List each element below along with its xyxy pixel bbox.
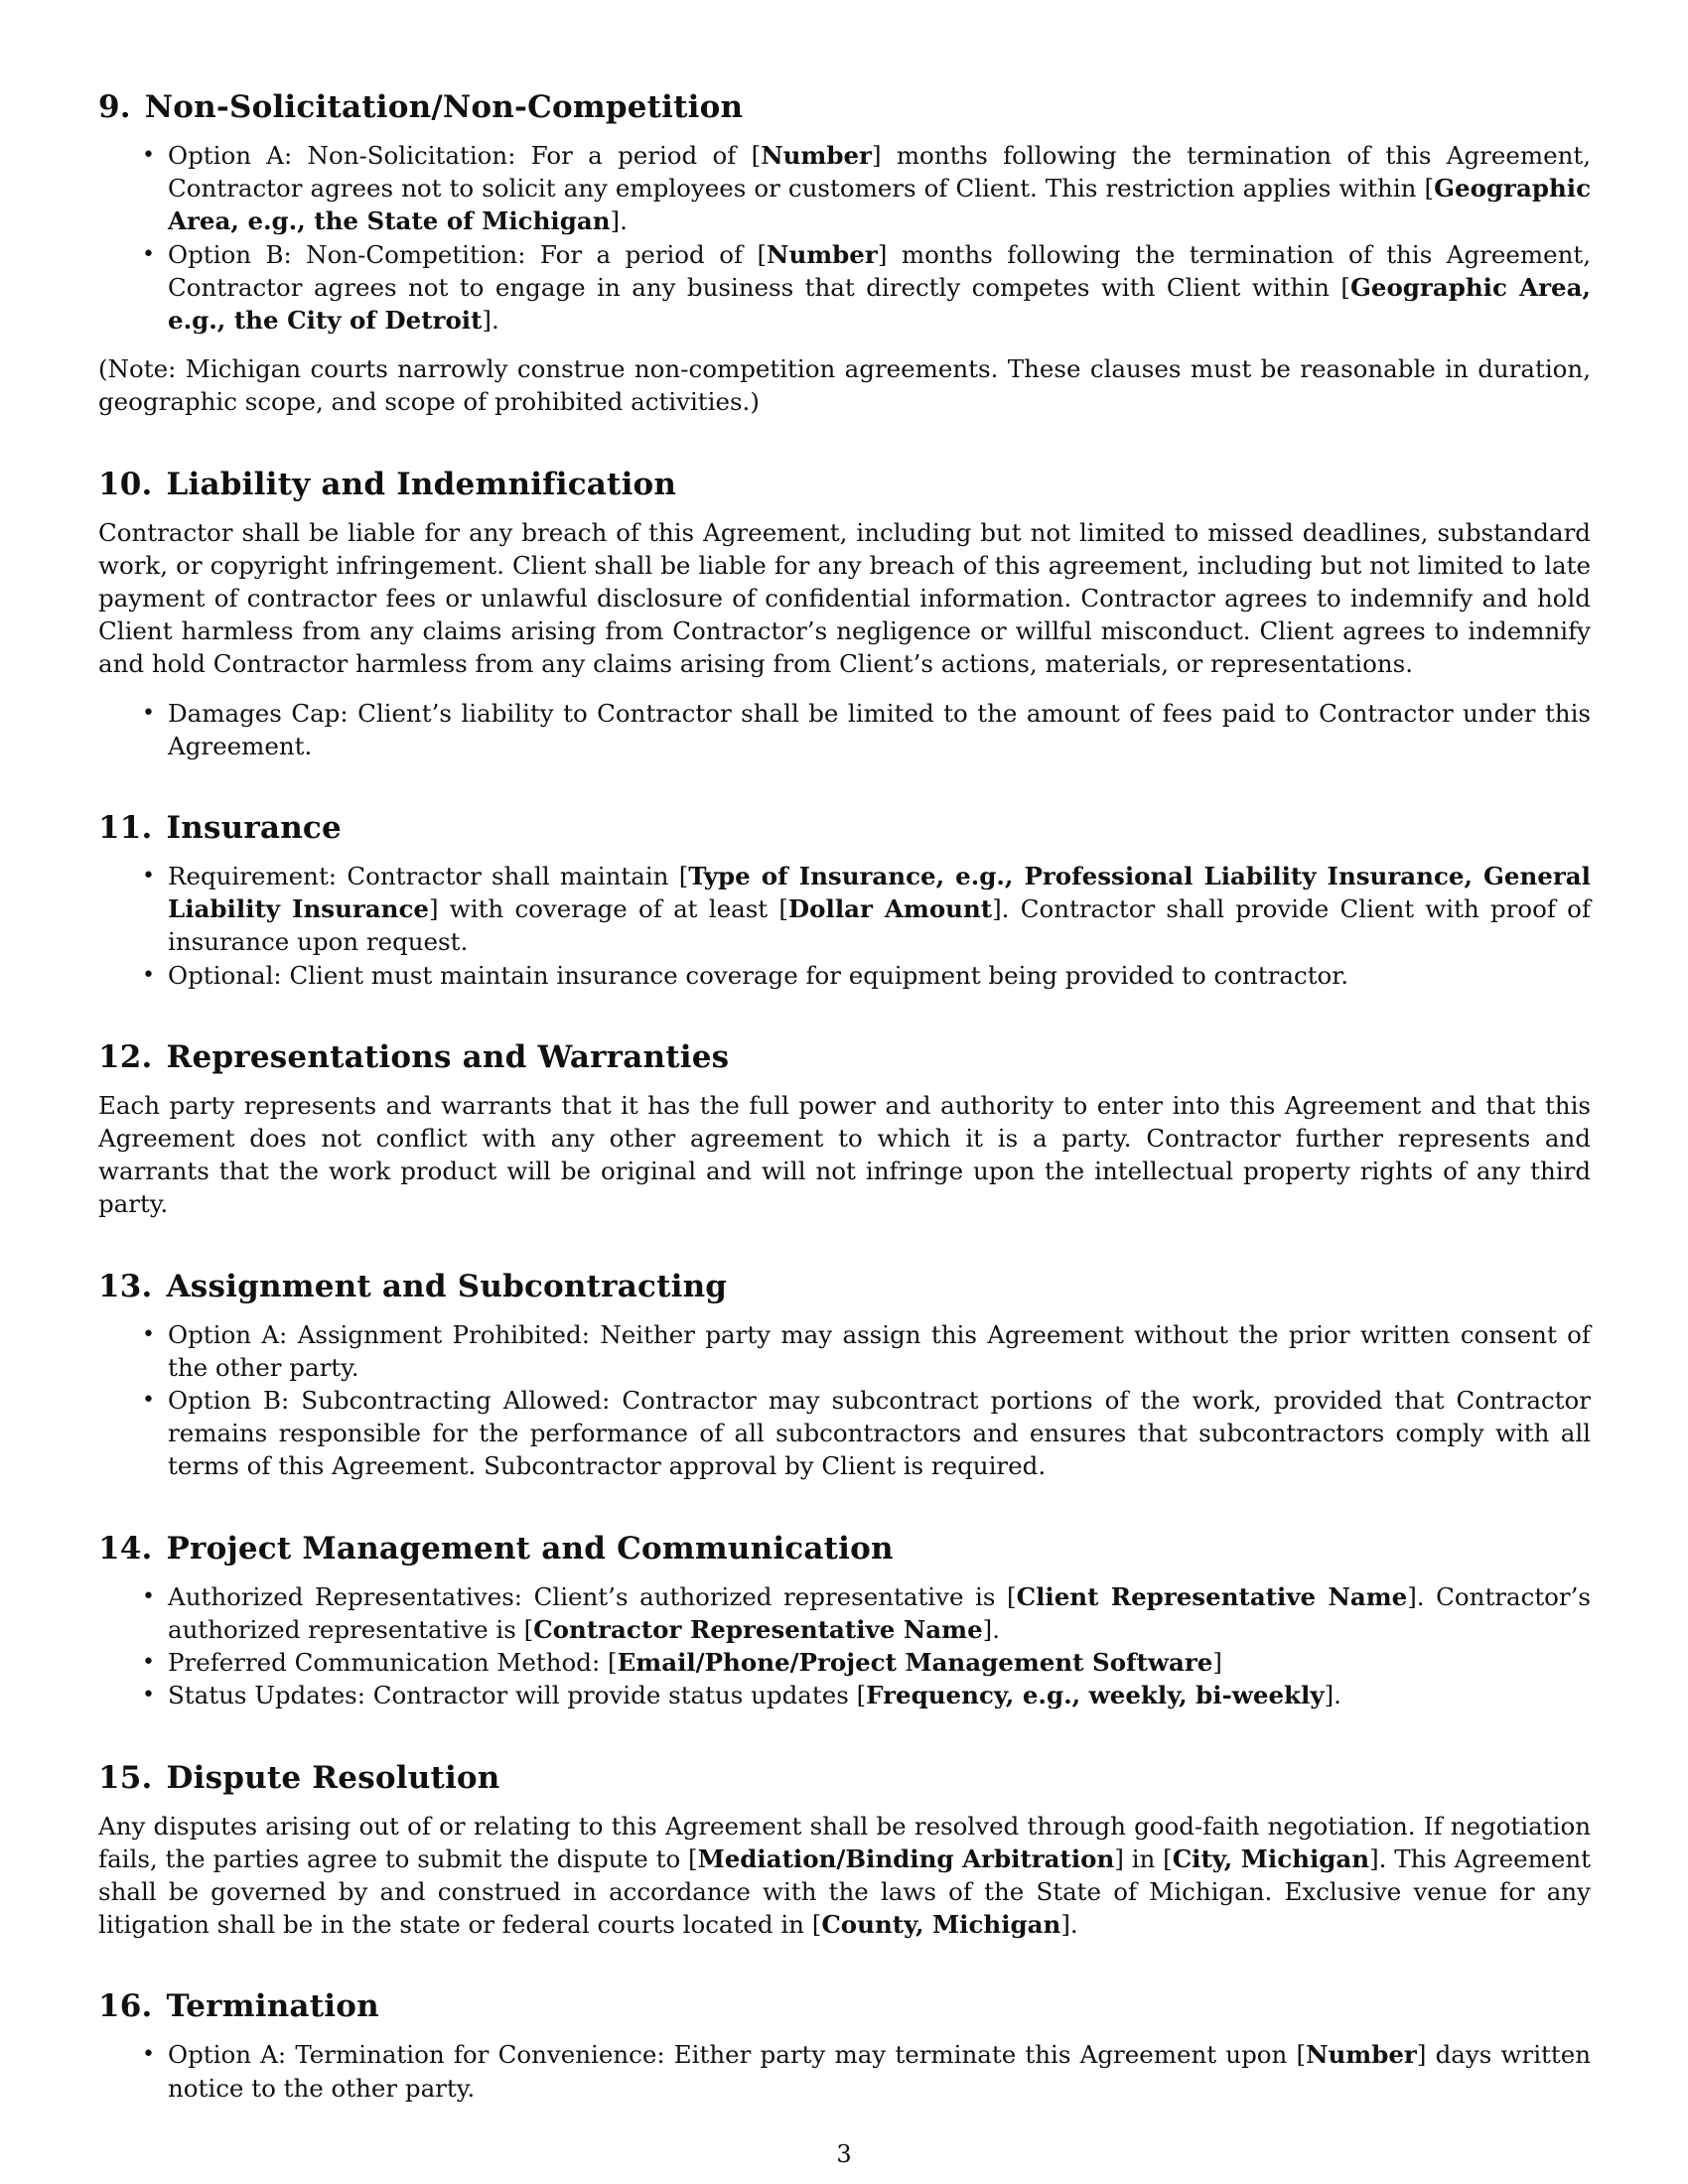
list-item-communication: [168, 1646, 1591, 1679]
bullet-list: [98, 1580, 1591, 1712]
section-heading: [98, 465, 1591, 504]
placeholder-field: Mediation/Binding Arbitration: [697, 1843, 1115, 1873]
section-title: Liability and Indemnification: [166, 466, 677, 502]
section-title: Assignment and Subcontracting: [166, 1268, 728, 1304]
placeholder-field: Number: [761, 141, 872, 170]
placeholder-field: Contractor Representative Name: [533, 1614, 983, 1644]
section-title: Termination: [166, 1988, 379, 2025]
section-heading: [98, 87, 1591, 127]
list-item-option-a: [168, 139, 1591, 238]
section-10: [98, 465, 1591, 762]
section-number: 14.: [98, 1530, 153, 1567]
body-paragraph: Contractor shall be liable for any breach of this Agreement, including but not limited to missed deadlines, substandard work, or copyright infringement. Client shall be liable for any breach of this agreement, including but not limited to late payment of contractor fees or unlawful disclosure of confidential information. Contractor agrees to indemnify and hold Client harmless from any claims arising from Contractor’s negligence or willful misconduct. Client agrees to indemnify and hold Contractor harmless from any claims arising from Client’s actions, materials, or representations.: [98, 517, 1591, 679]
placeholder-field: Frequency, e.g., weekly, bi-weekly: [866, 1681, 1325, 1710]
list-item-option-b: • Option B: Subcontracting Allowed: Contractor may subcontract portions of the work, provided that Contractor remains responsible for the performance of all subcontractors and ensures that subcontractors comply with all terms of this Agreement. Subcontractor approval by Client is required.: [168, 1384, 1591, 1483]
placeholder-field: Email/Phone/Project Management Software: [617, 1648, 1213, 1678]
section-15: [98, 1758, 1591, 1942]
text: ] months following the termination of this Agreement, Contractor agrees not to solicit any employees or customers of Client. This restriction applies within [: [168, 141, 1591, 204]
list-item-status-updates: [168, 1679, 1591, 1711]
body-paragraph: [98, 1810, 1591, 1942]
section-title: Non-Solicitation/Non-Competition: [144, 89, 744, 125]
section-16: [98, 1986, 1591, 2104]
text: Any disputes arising out of or relating to this Agreement shall be resolved through good-faith negotiation. If negotiation fails, the parties agree to submit the dispute to [: [98, 1811, 1591, 1873]
text: ] in [: [1114, 1843, 1173, 1873]
section-heading: [98, 808, 1591, 848]
section-heading: [98, 1037, 1591, 1077]
placeholder-field: Number: [1306, 2040, 1417, 2070]
text: ].: [982, 1614, 1001, 1644]
text: ]. Contractor’s authorized representative is [: [168, 1581, 1591, 1644]
section-heading: [98, 1758, 1591, 1798]
text: ] days written notice to the other party.: [168, 2040, 1591, 2103]
text: Status Updates: Contractor will provide status updates [: [168, 1681, 867, 1710]
text: ]. Contractor shall provide Client with proof of insurance upon request.: [168, 894, 1591, 957]
text: ].: [1060, 1910, 1078, 1940]
section-14: [98, 1529, 1591, 1712]
text: ].: [482, 306, 499, 336]
section-title: Dispute Resolution: [166, 1759, 500, 1796]
text: ]: [1212, 1648, 1222, 1678]
text: ]. This Agreement shall be governed by and construed in accordance with the laws of the State of Michigan. Exclusive venue for any litigation shall be in the state or federal courts located in [: [98, 1843, 1592, 1940]
list-item-option-a: [168, 2038, 1591, 2104]
list-item-representatives: [168, 1580, 1591, 1646]
section-number: 15.: [98, 1759, 153, 1796]
placeholder-field: Geographic Area, e.g., the City of Detroit: [168, 272, 1592, 336]
section-9: [98, 87, 1591, 419]
list-item-optional: • Optional: Client must maintain insurance coverage for equipment being provided to contractor.: [168, 959, 1591, 992]
section-13: [98, 1267, 1591, 1483]
text: ].: [610, 206, 628, 236]
text: Authorized Representatives: Client’s authorized representative is [: [168, 1581, 1017, 1611]
section-number: 12.: [98, 1038, 153, 1075]
section-title: Insurance: [166, 810, 342, 847]
list-item: • Damages Cap: Client’s liability to Contractor shall be limited to the amount of fees paid to Contractor under this Agreement.: [168, 697, 1591, 762]
option-list: [98, 139, 1591, 337]
text: Option B: Non-Competition: For a period of [: [168, 239, 768, 269]
placeholder-field: County, Michigan: [821, 1910, 1061, 1940]
bullet-list: [98, 697, 1591, 762]
text: ] with coverage of at least [: [428, 894, 788, 924]
bullet-list: [98, 860, 1591, 992]
list-item-option-b: [168, 238, 1591, 338]
text: Preferred Communication Method: [: [168, 1648, 618, 1678]
placeholder-field: Dollar Amount: [787, 894, 993, 924]
list-item-requirement: [168, 860, 1591, 959]
page-number: 3: [836, 2140, 852, 2168]
placeholder-field: City, Michigan: [1172, 1843, 1370, 1873]
option-list: [98, 2038, 1591, 2104]
section-heading: [98, 1986, 1591, 2026]
section-heading: [98, 1529, 1591, 1569]
placeholder-field: Client Representative Name: [1016, 1581, 1408, 1611]
placeholder-field: Type of Insurance, e.g., Professional Liability Insurance, General Liability Insurance: [168, 862, 1591, 924]
section-number: 13.: [98, 1268, 153, 1304]
placeholder-field: Geographic Area, e.g., the State of Michigan: [168, 174, 1591, 236]
placeholder-field: Number: [767, 239, 878, 269]
text: Requirement: Contractor shall maintain [: [168, 862, 689, 891]
text: ] months following the termination of this Agreement, Contractor agrees not to engage in any business that directly competes with Client within [: [168, 239, 1591, 302]
section-number: 9.: [98, 89, 131, 125]
section-heading: [98, 1267, 1591, 1306]
section-number: 11.: [98, 810, 153, 847]
section-title: Representations and Warranties: [166, 1038, 730, 1075]
section-11: [98, 808, 1591, 992]
note-paragraph: (Note: Michigan courts narrowly construe non-competition agreements. These clauses must be reasonable in duration, geographic scope, and scope of prohibited activities.): [98, 354, 1591, 417]
text: Option A: Non-Solicitation: For a period of [: [168, 141, 762, 170]
section-number: 10.: [98, 466, 153, 502]
text: Option A: Termination for Convenience: Either party may terminate this Agreement upon [: [168, 2040, 1307, 2070]
text: ].: [1324, 1681, 1341, 1710]
option-list: [98, 1318, 1591, 1483]
body-paragraph: Each party represents and warrants that it has the full power and authority to enter into this Agreement and that this Agreement does not conflict with any other agreement to which it is a party. Contractor further represents and warrants that the work product will be original and will not infringe upon the intellectual property rights of any third party.: [98, 1090, 1591, 1219]
section-number: 16.: [98, 1988, 153, 2025]
section-title: Project Management and Communication: [166, 1530, 894, 1567]
list-item-option-a: • Option A: Assignment Prohibited: Neither party may assign this Agreement without the prior written consent of the other party.: [168, 1318, 1591, 1384]
section-12: [98, 1037, 1591, 1221]
